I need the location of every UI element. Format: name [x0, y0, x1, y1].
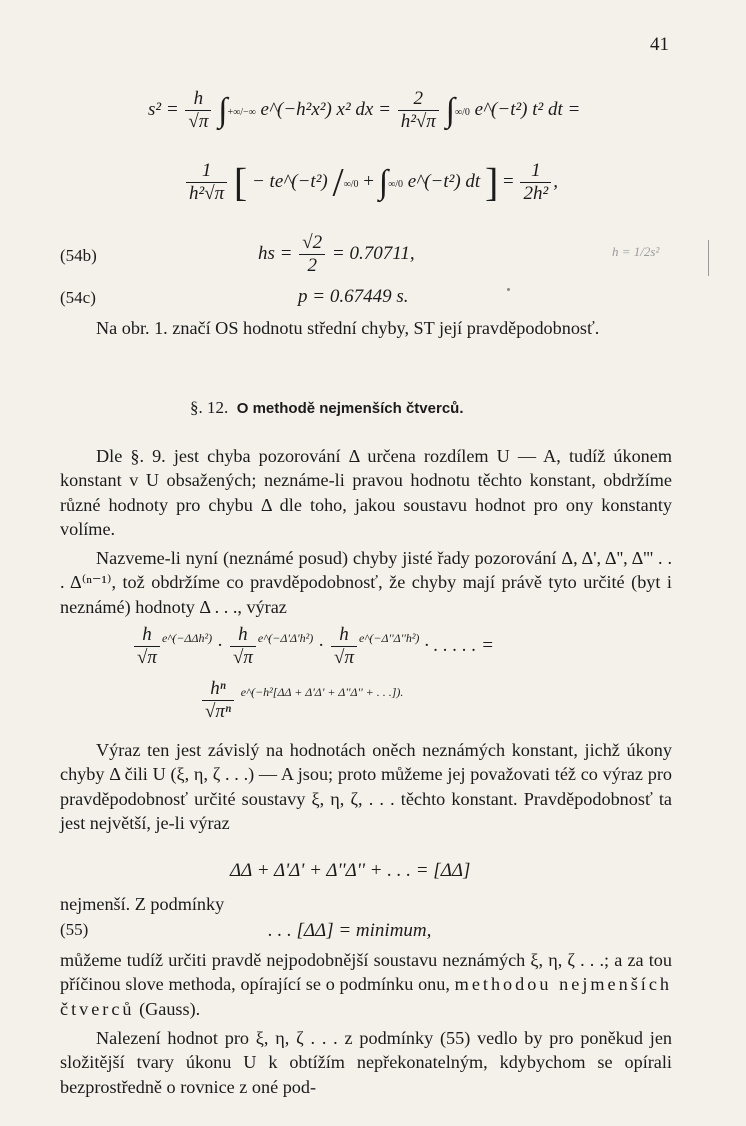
- para6-part-b: (Gauss).: [139, 998, 201, 1019]
- eq1-int2-lower: 0: [464, 106, 470, 118]
- label-55: (55): [60, 920, 89, 939]
- prod-t3-num: h: [331, 624, 357, 647]
- para5-text: nejmenší. Z podmínky: [60, 894, 225, 914]
- label-54b: (54b): [60, 246, 97, 265]
- integral-sign-1: ∫: [218, 91, 228, 129]
- eq2-bracket-body: − te^(−t²): [251, 170, 328, 192]
- eq2-int-body: e^(−t²) dt: [407, 170, 481, 192]
- paragraph-figure-note: [60, 316, 672, 340]
- eq2-int-limits: ∞/0: [388, 178, 403, 190]
- eq2-eval-limits: ∞/0: [343, 178, 359, 190]
- eq2-frac-num: 1: [186, 160, 227, 183]
- integral-sign-3: ∫: [378, 163, 389, 201]
- eq2-plus: +: [363, 170, 374, 192]
- prod-dot-2: ·: [317, 634, 325, 656]
- eq1-lhs: s² =: [148, 98, 179, 120]
- para3-text: Nazveme-li nyní (neznámé posud) chyby jisté řady pozorování Δ, Δ', Δ'', Δ''' . . . Δ⁽ⁿ⁻¹⁾, tož obdržíme co pravděpodobnosť, že chyby mají právě tyto určité (byt i neznámé) hodnoty Δ . . ., výraz: [60, 548, 672, 617]
- eq2-eval-upper: ∞: [343, 178, 351, 190]
- eq2-int-upper: ∞: [388, 178, 396, 190]
- eq1-int1-upper: +∞: [227, 106, 241, 118]
- eq2-int-lower: 0: [398, 178, 403, 190]
- paragraph-method: [60, 948, 672, 1021]
- para6-method-name: methodou nejmenších čtverců: [60, 974, 672, 1019]
- paragraph-dependence: [60, 738, 672, 836]
- eq1-int1-body: e^(−h²x²) x² dx =: [260, 98, 391, 120]
- prod2-frac: [202, 678, 234, 723]
- page-number: 41: [650, 34, 669, 55]
- prod2-den: √πⁿ: [205, 701, 231, 722]
- para6-text: [60, 948, 672, 1021]
- ink-dot: [507, 288, 510, 291]
- prod-t2-frac: [230, 624, 256, 669]
- equation-evaluation: [184, 160, 558, 205]
- eq1-int1-limits: +∞/−∞: [227, 106, 256, 118]
- eq54b-frac-num: √2: [299, 232, 325, 255]
- paragraph-condition: [60, 892, 672, 916]
- prod-t3-frac: [331, 624, 357, 669]
- equation-sum-of-squares: ΔΔ + Δ'Δ' + Δ''Δ'' + . . . = [ΔΔ]: [230, 860, 471, 881]
- para2-text: Dle §. 9. jest chyba pozorování Δ určena rozdílem U — A, tudíž úkonem konstant v U obsažených; neznáme-li pravou hodnotu těchto konstant, obdržíme různé hodnoty pro chybu Δ dle toho, jakou soustavu hodnot pro ony konstanty volíme.: [60, 446, 672, 540]
- section-number: §. 12.: [190, 398, 229, 417]
- prod2-num: hⁿ: [202, 678, 234, 701]
- prod-t2-exp: e^(−Δ'Δ'h²): [257, 630, 314, 645]
- eq1-frac2-den: h²√π: [400, 111, 436, 132]
- eq1-int2-body: e^(−t²) t² dt =: [474, 98, 581, 120]
- pencil-margin-note: h = 1/2s²: [612, 244, 660, 259]
- prod-t1-den: √π: [137, 647, 157, 668]
- eq1-int1-lower: −∞: [243, 106, 256, 118]
- prod-t2-num: h: [230, 624, 256, 647]
- equation-s-squared: [148, 88, 580, 133]
- integral-sign-2: ∫: [445, 91, 455, 129]
- eq1-frac2-num: 2: [398, 88, 439, 111]
- prod-t1-exp: e^(−ΔΔh²): [161, 630, 213, 645]
- eq54b-frac-den: 2: [307, 255, 317, 276]
- eq2-eval-lower: 0: [353, 178, 359, 190]
- para4-text: Výraz ten jest závislý na hodnotách oněch neznámých konstant, jichž úkony chyby Δ čili U (ξ, η, ζ . . .) — A jsou; proto můžeme jej považovati též co výraz pro pravděpodobnosť určité soustavy ξ, η, ζ, . . . těchto konstant. Pravděpodobnosť ta jest největší, je-li výraz: [60, 740, 672, 834]
- eq1-frac1-den: √π: [188, 111, 209, 132]
- eq54b-rhs: = 0.70711,: [331, 242, 415, 264]
- evaluation-bar: /: [332, 159, 344, 205]
- prod-t2-den: √π: [232, 647, 253, 668]
- eq2-rhs-num: 1: [520, 160, 551, 183]
- equation-54b: [258, 232, 415, 277]
- left-bracket: [: [233, 159, 248, 205]
- section-heading: [190, 398, 464, 418]
- equation-55: . . . [ΔΔ] = minimum,: [268, 920, 432, 941]
- prod-t3-den: √π: [334, 647, 354, 668]
- right-bracket: ]: [484, 159, 499, 205]
- prod-tail: · . . . . . =: [424, 634, 494, 656]
- label-54c: (54c): [60, 288, 96, 307]
- paragraph-difficulty: [60, 1026, 672, 1099]
- prod-dot-1: ·: [216, 634, 224, 656]
- section-title: O methodě nejmenších čtverců.: [236, 400, 464, 417]
- equation-54c: p = 0.67449 s.: [298, 286, 409, 307]
- para6-part-a: můžeme tudíž určiti pravdě nejpodobnější soustavu neznámých ξ, η, ζ . . .; a za tou příčinou slove methoda, opírající se o podmínku onu,: [60, 950, 672, 995]
- prod-t3-exp: e^(−Δ''Δ''h²): [358, 630, 420, 645]
- eq2-equals: =: [503, 170, 514, 192]
- equation-product-combined: [200, 678, 403, 723]
- pencil-margin-line: [708, 240, 709, 276]
- eq2-frac-den: h²√π: [189, 183, 225, 204]
- eq2-rhs-den: 2h²: [523, 183, 549, 204]
- prod-t1-frac: [134, 624, 160, 669]
- eq1-frac1: [185, 88, 211, 133]
- eq2-frac: [186, 160, 227, 205]
- equation-product: [132, 624, 494, 669]
- paragraph-error-definition: [60, 444, 672, 542]
- prod-t1-num: h: [134, 624, 160, 647]
- prod2-body: e^(−h²[ΔΔ + Δ'Δ' + Δ''Δ'' + . . .]).: [240, 684, 404, 699]
- eq1-int2-upper: ∞: [454, 106, 463, 118]
- eq2-tail: ,: [553, 170, 558, 192]
- para1-text: Na obr. 1. značí OS hodnotu střední chyby, ST její pravděpodobnosť.: [96, 318, 600, 338]
- eq54b-frac: [299, 232, 325, 277]
- eq2-rhs-frac: [520, 160, 551, 205]
- eq54b-lhs: hs =: [258, 242, 293, 264]
- eq1-frac1-num: h: [185, 88, 211, 111]
- eq1-int2-limits: ∞/0: [454, 106, 470, 118]
- eq1-frac2: [398, 88, 439, 133]
- para7-text: Nalezení hodnot pro ξ, η, ζ . . . z podmínky (55) vedlo by pro poněkud jen složitější tvary úkonu U k obtížím nepřekonatelným, kdybychom se opírali bezprostředně o rovnice z oné pod-: [60, 1028, 672, 1097]
- paragraph-probability-intro: [60, 546, 672, 619]
